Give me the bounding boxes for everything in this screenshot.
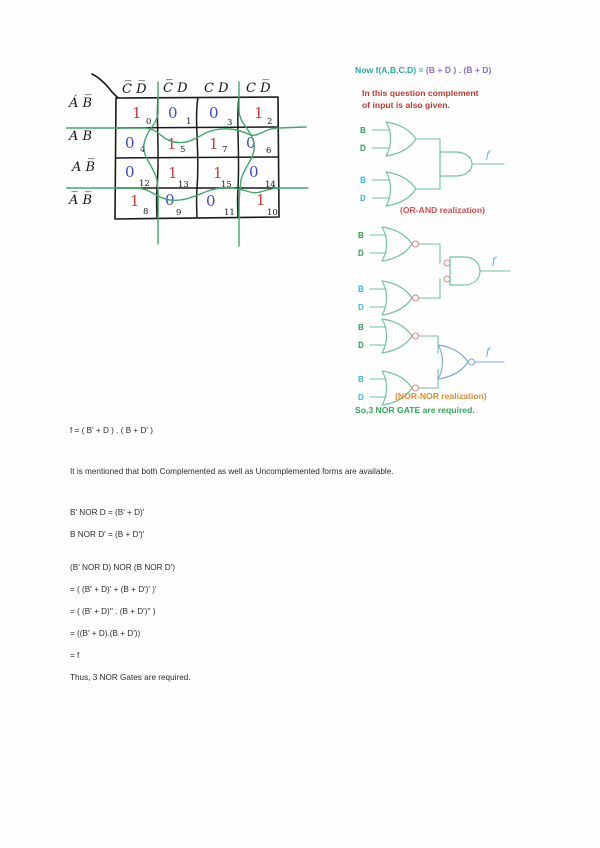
line-derivation-2: = ( (B' + D)'' . (B + D')'' ) bbox=[70, 607, 156, 616]
or-gate-1-output-wire bbox=[416, 139, 440, 158]
output-label-f: f bbox=[486, 150, 490, 161]
kmap-cell-minterm: 10 bbox=[267, 208, 278, 218]
nor-gate-2-output-wire bbox=[419, 279, 440, 298]
pin-label-b: B bbox=[358, 231, 364, 240]
function-expression bbox=[355, 64, 491, 76]
kmap-cell-value: 1 bbox=[130, 192, 140, 210]
kmap-corner-divider bbox=[92, 74, 118, 98]
kmap-cell-value: 0 bbox=[209, 104, 219, 122]
nor-gate-2-output-wire bbox=[419, 369, 438, 388]
kmap-cell-value: 1 bbox=[132, 104, 142, 122]
explanation-body bbox=[70, 425, 550, 683]
line-nor-identity-1: B' NOR D = (B' + D)' bbox=[70, 508, 145, 517]
kmap-cell-value: 0 bbox=[125, 163, 135, 181]
spacer bbox=[70, 436, 550, 466]
complement-note-line2: of input is also given. bbox=[362, 100, 450, 110]
karnaugh-map bbox=[66, 62, 356, 252]
kmap-cell-minterm: 0 bbox=[146, 117, 152, 127]
kmap-cell-minterm: 9 bbox=[176, 208, 182, 218]
kmap-drawing bbox=[66, 62, 356, 252]
kmap-cell-minterm: 1 bbox=[186, 117, 192, 127]
nor-gate-2-bubble bbox=[413, 295, 419, 301]
circuit-nor-and-bubbled bbox=[352, 223, 600, 323]
pin-label-b: B bbox=[358, 323, 364, 332]
kmap-cell-minterm: 11 bbox=[224, 208, 235, 218]
kmap-cell-minterm: 12 bbox=[139, 179, 150, 189]
nor-gate-3-body bbox=[438, 345, 468, 379]
pin-label-d: D bbox=[358, 393, 364, 402]
kmap-cell-minterm: 5 bbox=[180, 145, 186, 155]
kmap-cell-minterm: 8 bbox=[143, 207, 149, 217]
nor-gate-1-bubble bbox=[413, 241, 419, 247]
circuit-or-and bbox=[352, 116, 600, 211]
kmap-cell-minterm: 13 bbox=[178, 180, 189, 190]
kmap-cell-value: 0 bbox=[165, 191, 175, 209]
kmap-row-3 bbox=[130, 191, 278, 218]
kmap-cell-value: 1 bbox=[256, 191, 266, 209]
annotation-column bbox=[352, 58, 600, 418]
kmap-row-2 bbox=[125, 163, 276, 190]
kmap-row-header-3: A̅ B̅ bbox=[69, 193, 93, 208]
nor-nor-caption: (NOR-NOR realization) bbox=[395, 391, 487, 401]
line-derivation-0: (B' NOR D) NOR (B NOR D') bbox=[70, 563, 176, 572]
spacer bbox=[70, 540, 550, 562]
kmap-row-header-2: A B̅ bbox=[72, 160, 96, 175]
line-f-expression: f = ( B' + D ) . ( B + D' ) bbox=[70, 426, 153, 435]
kmap-column-headers bbox=[122, 80, 271, 97]
kmap-cell-value: 1 bbox=[167, 135, 177, 153]
kmap-group-vertical-left bbox=[144, 82, 158, 244]
or-and-caption: (OR-AND realization) bbox=[400, 205, 485, 215]
line-mention: It is mentioned that both Complemented as well as Uncomplemented forms are available. bbox=[70, 467, 394, 476]
or-gate-2-output-wire bbox=[416, 170, 440, 189]
line-derivation-3: = ((B' + D).(B + D')) bbox=[70, 629, 141, 638]
and-gate-input-bubble-top bbox=[444, 260, 450, 266]
and-gate-body bbox=[440, 152, 472, 176]
kmap-col-header-0: C̅ D̅ bbox=[122, 82, 147, 97]
kmap-cell-value: 1 bbox=[209, 135, 219, 153]
complement-note bbox=[362, 87, 479, 111]
and-gate-input-bubble-bottom bbox=[444, 276, 450, 282]
spacer bbox=[70, 477, 550, 507]
nor-gate-3-bubble bbox=[469, 359, 475, 365]
complement-note-line1: In this question complement bbox=[362, 88, 479, 98]
and-gate-body bbox=[450, 257, 480, 285]
pin-label-dbar: D̅ bbox=[358, 249, 364, 258]
output-label-f: f bbox=[486, 347, 490, 358]
kmap-cell-minterm: 7 bbox=[222, 145, 228, 155]
nor-gate-1-output-wire bbox=[419, 244, 440, 263]
pin-label-d: D bbox=[358, 303, 364, 312]
kmap-cell-minterm: 2 bbox=[267, 117, 273, 127]
or-gate-2-body bbox=[386, 172, 416, 206]
kmap-cell-minterm: 15 bbox=[221, 180, 232, 190]
kmap-cell-minterm: 14 bbox=[265, 180, 276, 190]
kmap-cell-minterm: 3 bbox=[227, 118, 233, 128]
kmap-col-header-2: C D bbox=[204, 81, 229, 96]
kmap-cell-value: 1 bbox=[168, 164, 178, 182]
kmap-row-header-1: A̅ B bbox=[69, 129, 93, 144]
kmap-cell-value: 0 bbox=[249, 163, 259, 181]
kmap-cell-value: 1 bbox=[254, 104, 264, 122]
kmap-row-header-0: Á B̅ bbox=[69, 96, 93, 111]
nor-gate-2-body bbox=[382, 281, 412, 315]
pin-label-bbar: B̅ bbox=[360, 176, 366, 185]
kmap-cell-value: 0 bbox=[125, 134, 135, 152]
line-derivation-4: = f bbox=[70, 651, 80, 660]
kmap-cell-value: 0 bbox=[168, 104, 178, 122]
kmap-group-horizontal-top bbox=[66, 127, 306, 143]
pin-label-dbar: D̅ bbox=[360, 144, 366, 153]
kmap-cell-value: 0 bbox=[206, 192, 216, 210]
line-nor-identity-2: B NOR D' = (B + D')' bbox=[70, 530, 145, 539]
kmap-cell-value: 0 bbox=[246, 134, 256, 152]
conclusion-text: So,3 NOR GATE are required. bbox=[355, 405, 475, 415]
pin-label-b: B bbox=[358, 375, 364, 384]
or-gate-1-body bbox=[386, 122, 416, 156]
line-conclusion: Thus, 3 NOR Gates are required. bbox=[70, 673, 191, 682]
kmap-cell-minterm: 4 bbox=[140, 145, 146, 155]
nor-gate-1-bubble bbox=[413, 333, 419, 339]
pin-label-dbar: D̅ bbox=[358, 341, 364, 350]
kmap-row-headers bbox=[68, 95, 95, 208]
nor-gate-1-body bbox=[382, 227, 412, 261]
kmap-cell-value: 1 bbox=[213, 164, 223, 182]
pin-label-d: D bbox=[360, 194, 366, 203]
nor-gate-1-output-wire bbox=[419, 336, 438, 353]
nor-gate-1-body bbox=[382, 319, 412, 353]
kmap-col-header-3: C D̅ bbox=[246, 81, 271, 96]
output-label-f: f bbox=[492, 256, 496, 267]
kmap-cell-minterm: 6 bbox=[266, 146, 272, 156]
function-expression-rhs: (B + D̅ ) . (B̅ + D) bbox=[425, 65, 492, 75]
function-expression-prefix: Now f(A,B,C,D) = bbox=[355, 65, 426, 75]
line-derivation-1: = ( (B' + D)' + (B + D')' )' bbox=[70, 585, 157, 594]
pin-label-b: B bbox=[360, 126, 366, 135]
kmap-groupings bbox=[66, 82, 308, 246]
kmap-col-header-1: C̅ D bbox=[163, 81, 188, 96]
pin-label-bbar: B̅ bbox=[358, 285, 364, 294]
